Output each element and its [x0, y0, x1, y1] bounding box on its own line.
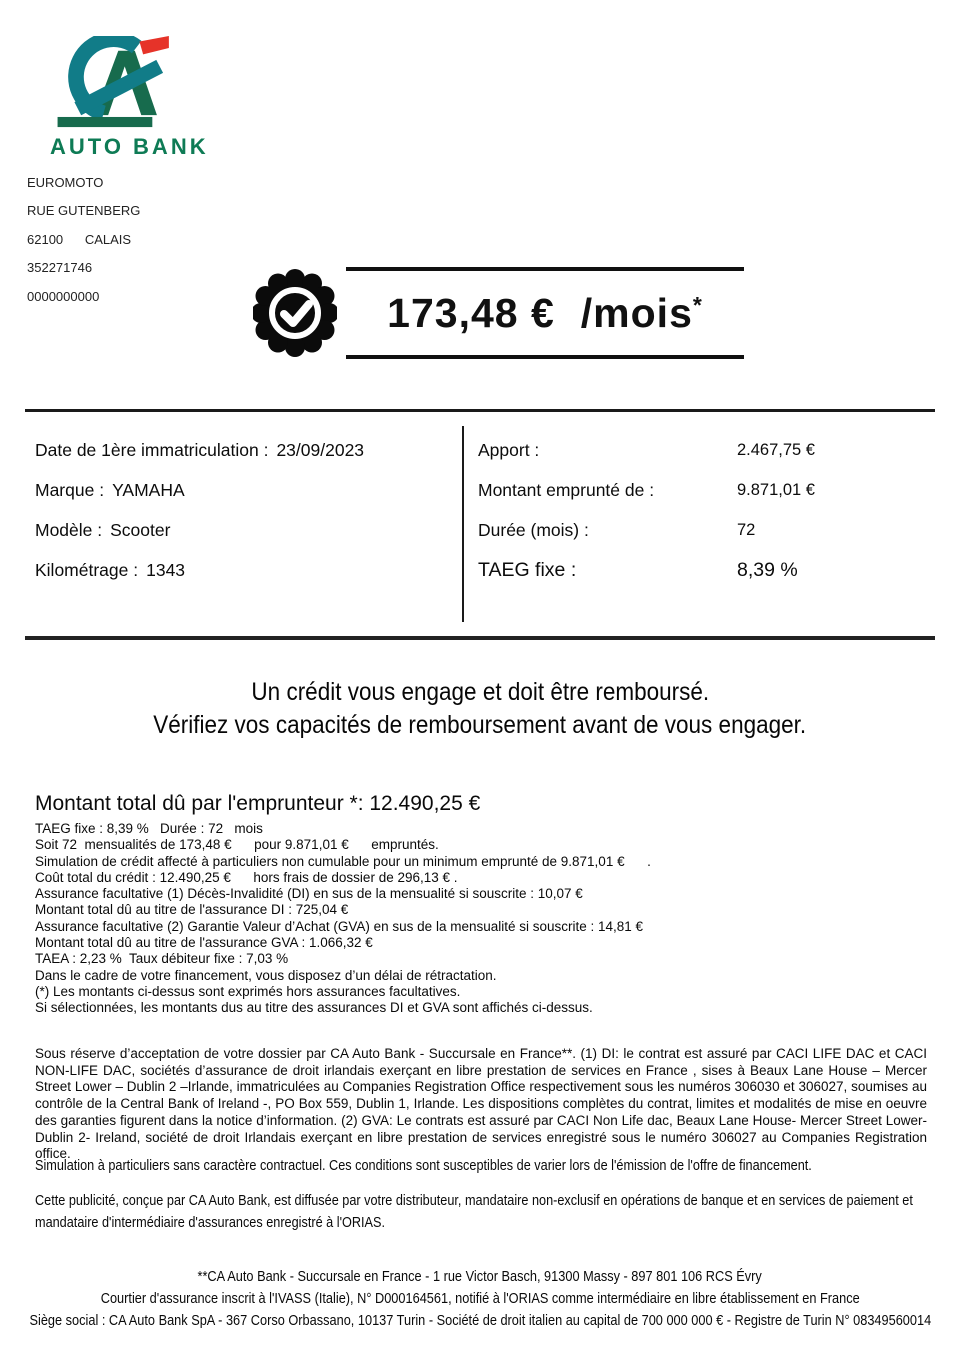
table-row-apport: Apport : 2.467,75 € [478, 439, 815, 460]
finance-column [464, 426, 935, 622]
fine-print-line: TAEA : 2,23 % Taux débiteur fixe : 7,03 % [35, 951, 289, 967]
per-month-label: /mois* [580, 289, 703, 336]
vehicle-finance-table [25, 426, 935, 622]
table-row-duree: Durée (mois) : 72 [478, 519, 756, 540]
fine-print-line: (*) Les montants ci-dessus sont exprimés hors assurances facultatives. [35, 983, 461, 999]
footer-line-1: **CA Auto Bank - Succursale en France - 1 rue Victor Basch, 91300 Massy - 897 801 106 RCS Évry [197, 1269, 763, 1285]
table-row-marque: Marque : YAMAHA [35, 479, 185, 500]
ca-logo-icon [50, 36, 190, 128]
divider-thin [25, 409, 935, 412]
fine-print-line: Assurance facultative (2) Garantie Valeur d’Achat (GVA) en sus de la mensualité si souscrite : 14,81 € [35, 918, 644, 934]
legal-advert-paragraph: Cette publicité, conçue par CA Auto Bank, est diffusée par votre distributeur, mandataire non-exclusif en opérations de banque et en services de paiement et mandataire d'intermédiaire d'assurances enregistré à l'ORIAS. [35, 1193, 913, 1231]
ca-auto-bank-logo [50, 36, 209, 160]
legal-simulation-paragraph: Simulation à particuliers sans caractère contractuel. Ces conditions sont susceptibles de varier lors de l'émission de l'offre de financement. [35, 1158, 812, 1174]
footnote-marker: * [692, 291, 703, 318]
dealer-name: EUROMOTO [27, 174, 104, 190]
fine-print-line: Montant total dû au titre de l'assurance DI : 725,04 € [35, 902, 349, 918]
footer-line-2: Courtier d'assurance inscrit à l'IVASS (Italie), N° D000164561, notifié à l'ORIAS comme intermédiaire en libre établissement en France [100, 1291, 860, 1307]
fine-print-line: TAEG fixe : 8,39 % Durée : 72 mois [35, 821, 263, 836]
fine-print-line: Assurance facultative (1) Décès-Invalidité (DI) en sus de la mensualité si souscrite : 10,07 € [35, 886, 583, 902]
check-rosette-icon [253, 266, 337, 360]
dealer-address-block [27, 168, 140, 311]
vehicle-column [25, 426, 464, 622]
credit-warning [0, 676, 960, 742]
warning-line-2: Vérifiez vos capacités de remboursement avant de vous engager. [153, 711, 807, 739]
table-row-modele: Modèle : Scooter [35, 519, 171, 540]
dealer-code: 0000000000 [27, 288, 100, 304]
dealer-street: RUE GUTENBERG [27, 203, 141, 219]
monthly-price-banner [253, 266, 744, 360]
table-row-montant-emprunte: Montant emprunté de : 9.871,01 € [478, 479, 815, 500]
fine-print-line: Dans le cadre de votre financement, vous disposez d’un délai de rétractation. [35, 967, 497, 983]
warning-line-1: Un crédit vous engage et doit être remboursé. [251, 678, 709, 706]
footer-line-3: Siège social : CA Auto Bank SpA - 367 Corso Orbassano, 10137 Turin - Société de droit italien au capital de 700 000 000 € - Registre de Turin N° 08349560014 [29, 1313, 931, 1329]
table-row-taeg: TAEG fixe : 8,39 % [478, 558, 798, 581]
dealer-siren: 352271746 [27, 260, 93, 276]
company-footer [0, 1266, 960, 1332]
total-due-heading: Montant total dû par l'emprunteur *: 12.490,25 € [35, 792, 481, 815]
fine-print-line: Soit 72 mensualités de 173,48 € pour 9.871,01 € empruntés. [35, 837, 439, 853]
table-row-kilometrage: Kilométrage : 1343 [35, 559, 186, 580]
fine-print-line: Coût total du crédit : 12.490,25 € hors frais de dossier de 296,13 € . [35, 869, 458, 885]
brand-name: AUTO BANK [50, 134, 209, 159]
divider-thick [25, 636, 935, 640]
fine-print-line: Montant total dû au titre de l'assurance GVA : 1.066,32 € [35, 935, 373, 951]
fine-print-block [35, 821, 925, 1017]
legal-acceptance-paragraph: Sous réserve d’acceptation de votre dossier par CA Auto Bank - Succursale en France**. (1) DI: le contrat est assuré par CACI LIFE DAC et CACI NON-LIFE DAC, sociétés d’assurance de droit irlandais exerçant en libre prestation de services en France , sises à Beaux Lane House – Mercer Street Lower – Dublin 2 –Irlande, immatriculées au Companies Registration Office respectivement sous les numéros 306030 et 306027, soumises au contrôle de la Central Bank of Ireland -, PO Box 559, Dublin 1, Irlande. Les dispositions complètes du contrat, limites et modalités de mise en oeuvre des garanties figurent dans la notice d’information. (2) GVA: Le contrats est assuré par CACI Non Life dac, Beaux Lane House- Mercer Street Lower- Dublin 2- Ireland, société de droit Irlandais exerçant en libre prestation de services enregistré sous le numéro 306027 au Companies Registration office. [35, 1046, 927, 1162]
fine-print-line: Simulation de crédit affecté à particuliers non cumulable pour un minimum emprunté de 9.871,01 € . [35, 853, 651, 869]
price-box [346, 267, 744, 359]
table-row-immatriculation: Date de 1ère immatriculation : 23/09/2023 [35, 439, 365, 460]
fine-print-line: Si sélectionnées, les montants dus au titre des assurances DI et GVA sont affichés ci-dessus. [35, 1000, 593, 1016]
dealer-zip-city: 62100 CALAIS [27, 231, 132, 247]
monthly-amount: 173,48 € [387, 289, 555, 336]
